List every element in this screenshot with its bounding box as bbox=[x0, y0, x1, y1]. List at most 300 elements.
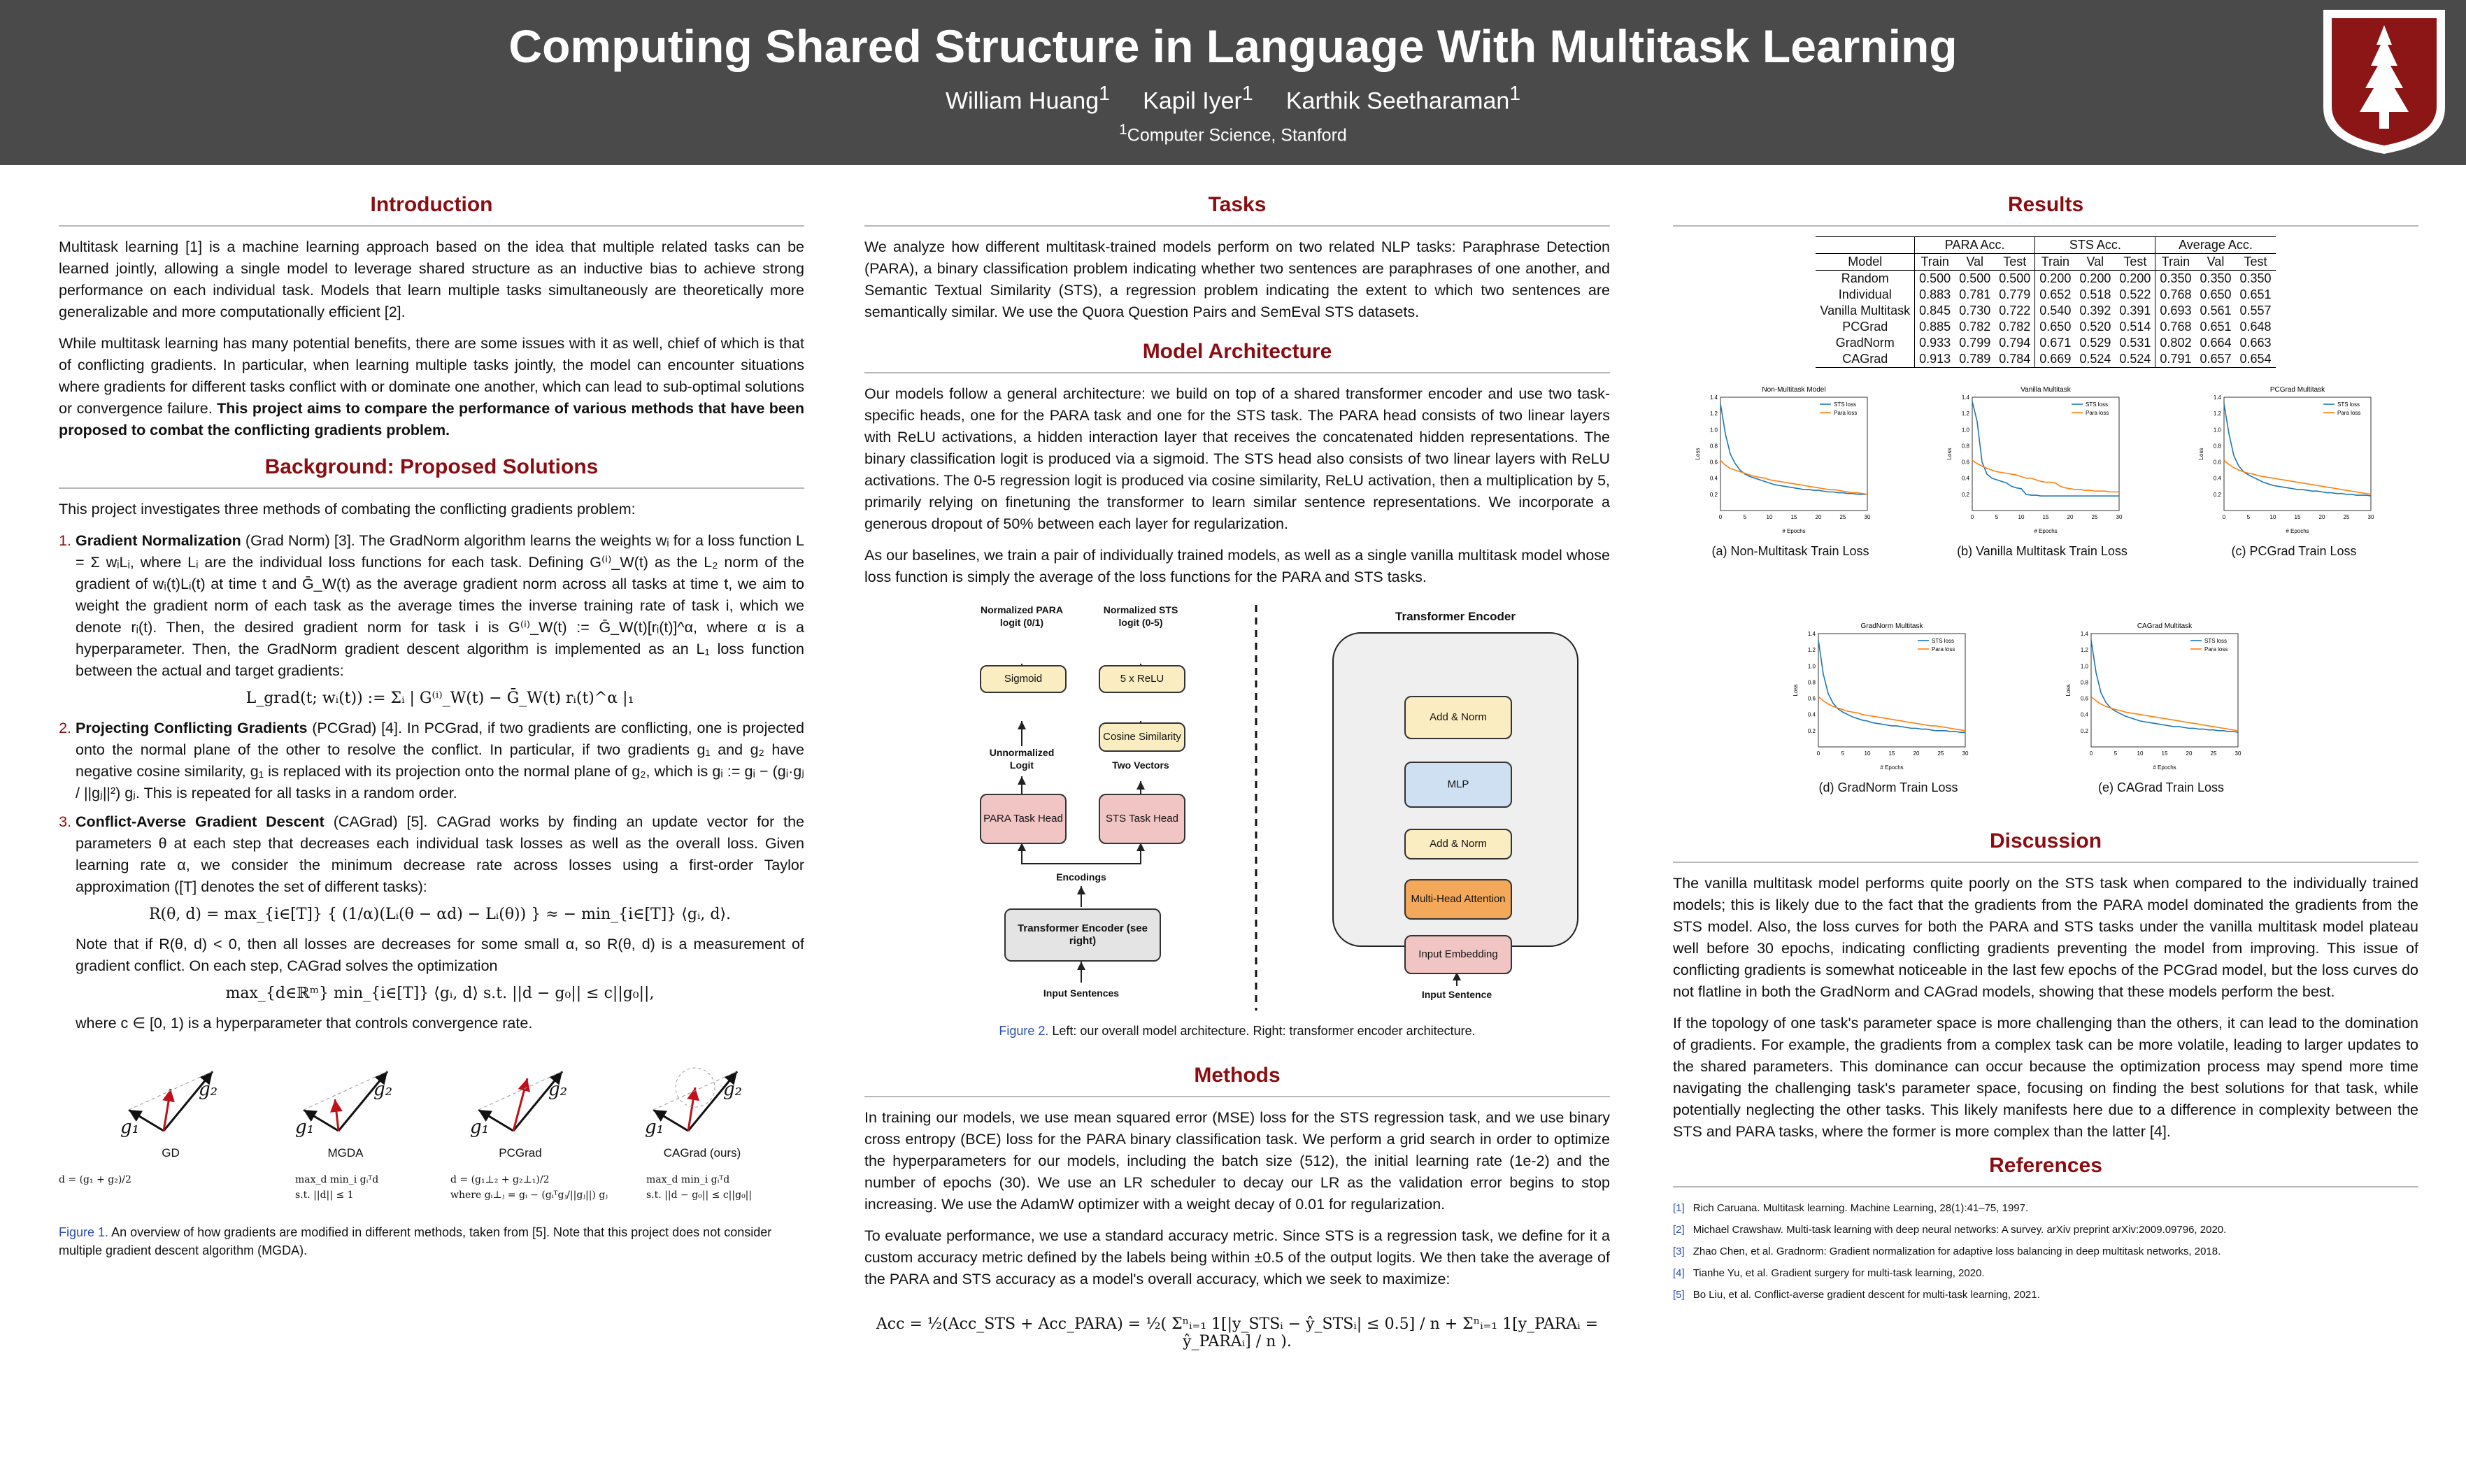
y-tick-label: 1.0 bbox=[1709, 427, 1718, 434]
table-cell: 0.557 bbox=[2239, 304, 2272, 318]
table-cell: 0.664 bbox=[2200, 336, 2232, 350]
table-header: Val bbox=[2075, 254, 2115, 271]
g2-label: g₂ bbox=[199, 1079, 218, 1100]
x-tick-label: 20 bbox=[2067, 514, 2074, 520]
legend-label: STS loss bbox=[1834, 401, 1857, 408]
x-tick-label: 0 bbox=[2089, 750, 2093, 757]
model-paragraph-2: As our baselines, we train a pair of individually trained models, as well as a single vanilla multitask model whose loss function is simply the average of the loss functions for the PARA and STS tasks. bbox=[864, 547, 1610, 585]
table-header: Train bbox=[1915, 254, 1955, 271]
table-header: Test bbox=[2236, 254, 2276, 271]
column-middle bbox=[864, 193, 1610, 1359]
legend-label: STS loss bbox=[2204, 638, 2228, 644]
y-tick-label: 0.6 bbox=[1709, 459, 1718, 466]
ref-number: [3] bbox=[1673, 1246, 1685, 1257]
table-cell-model: CAGrad bbox=[1816, 351, 1914, 368]
table-cell: 0.654 bbox=[2236, 351, 2276, 368]
table-cell: 0.200 bbox=[2079, 271, 2111, 285]
table-cell: 0.524 bbox=[2115, 351, 2155, 368]
y-tick-label: 0.8 bbox=[2213, 443, 2221, 450]
x-axis-label: # Epochs bbox=[2034, 528, 2058, 534]
x-tick-label: 0 bbox=[2222, 514, 2226, 520]
results-table bbox=[1816, 236, 2275, 368]
table-cell: 0.514 bbox=[2119, 320, 2151, 334]
legend-label: STS loss bbox=[1932, 638, 1955, 644]
x-tick-label: 25 bbox=[2343, 514, 2350, 520]
para-output-label: Normalized PARA logit (0/1) bbox=[981, 604, 1063, 628]
x-tick-label: 5 bbox=[1995, 514, 1999, 520]
author-name: Karthik Seetharaman bbox=[1285, 87, 1510, 115]
section-heading-methods: Methods bbox=[864, 1064, 1610, 1097]
table-cell-model: Individual bbox=[1838, 287, 1892, 301]
table-cell: 0.781 bbox=[1959, 287, 1991, 301]
x-tick-label: 30 bbox=[1864, 514, 1871, 520]
table-cell: 0.651 bbox=[2239, 287, 2272, 301]
x-tick-label: 15 bbox=[1790, 514, 1797, 520]
para-head-box: PARA Task Head bbox=[980, 794, 1067, 844]
reference-item bbox=[1673, 1241, 2418, 1262]
section-heading-model: Model Architecture bbox=[864, 340, 1610, 373]
figure-label: Figure 2. bbox=[999, 1024, 1049, 1038]
table-cell: 0.200 bbox=[2035, 271, 2076, 287]
equation: R(θ, d) = max_{i∈[T]} { (1/α)(Lᵢ(θ − αd) − Lᵢ(θ)) } ≈ − min_{i∈[T]} ⟨gᵢ, d⟩. bbox=[148, 906, 732, 923]
g1-label: g₁ bbox=[295, 1117, 315, 1138]
author-sup: 1 bbox=[1509, 83, 1521, 105]
intro-emphasis: This project aims to compare the performance of various methods that have been proposed to combat the conflicting gradients problem. bbox=[59, 400, 804, 438]
x-tick-label: 10 bbox=[2137, 750, 2144, 757]
x-tick-label: 20 bbox=[1913, 750, 1920, 757]
table-row bbox=[1816, 335, 2275, 351]
table-cell: 0.784 bbox=[1995, 351, 2035, 368]
affiliation bbox=[0, 122, 2466, 145]
table-cell: 0.350 bbox=[2239, 271, 2272, 285]
table-cell: 0.730 bbox=[1959, 304, 1991, 318]
table-subheader-row bbox=[1816, 254, 2275, 271]
legend-label: STS loss bbox=[2086, 401, 2109, 408]
reference-item bbox=[1673, 1197, 2418, 1219]
x-tick-label: 10 bbox=[1864, 750, 1871, 757]
table-header: Test bbox=[2115, 254, 2155, 271]
table-cell: 0.524 bbox=[2075, 351, 2115, 368]
section-heading-references: References bbox=[1673, 1154, 2418, 1187]
table-header: Val bbox=[2195, 254, 2235, 271]
loss-caption: (e) CAGrad Train Loss bbox=[2097, 780, 2225, 794]
table-cell: 0.392 bbox=[2079, 304, 2111, 318]
item-title: Conflict-Averse Gradient Descent bbox=[76, 813, 325, 830]
table-cell: 0.779 bbox=[1999, 287, 2031, 301]
x-tick-label: 5 bbox=[1743, 514, 1747, 520]
x-tick-label: 5 bbox=[1841, 750, 1845, 757]
two-vectors-label: Two Vectors bbox=[1112, 759, 1169, 771]
figure-1-caption bbox=[59, 1223, 804, 1260]
y-axis-label: Loss bbox=[2198, 448, 2204, 460]
y-tick-label: 1.0 bbox=[2213, 427, 2221, 434]
table-row bbox=[1816, 351, 2275, 368]
methods-paragraph-2: To evaluate performance, we use a standard accuracy metric. Since STS is a regression task, we define for it a custom accuracy metric defined by the labels being within ±0.5 of the output logits. We then take the average of the PARA and STS accuracy as a model's overall accuracy, which we seek to maximize: bbox=[864, 1227, 1610, 1287]
table-cell: 0.845 bbox=[1915, 303, 1955, 319]
loss-chart-vanilla bbox=[1944, 382, 2126, 536]
chart-title: CAGrad Multitask bbox=[2137, 622, 2193, 630]
ref-text: Bo Liu, et al. Conflict-averse gradient descent for multi-task learning, 2021. bbox=[1692, 1289, 2040, 1301]
legend-label: Para loss bbox=[1834, 410, 1858, 416]
sigmoid-box: Sigmoid bbox=[980, 665, 1067, 693]
panel-formula: s.t. ||d − g₀|| ≤ c||g₀|| bbox=[646, 1190, 753, 1201]
section-heading-tasks: Tasks bbox=[864, 193, 1610, 227]
intro-paragraph-1: Multitask learning [1] is a machine learning approach based on the idea that multiple related tasks can be learned jointly, allowing a single model to leverage shared structure as an inductive bias to achieve strong performance on each individual task. Models that learn multiple tasks simultaneously are theoretically more generalizable and more computationally efficient [2]. bbox=[59, 238, 804, 320]
x-tick-label: 15 bbox=[2294, 514, 2301, 520]
table-cell: 0.913 bbox=[1915, 351, 1955, 368]
y-tick-label: 0.8 bbox=[1807, 679, 1816, 686]
panel-name: GD bbox=[162, 1146, 180, 1160]
panel-formula: s.t. ||d|| ≤ 1 bbox=[295, 1190, 354, 1201]
table-cell: 0.671 bbox=[2035, 335, 2076, 351]
ref-text: Michael Crawshaw. Multi-task learning with deep neural networks: A survey. arXiv preprint arXiv:2009.09796, 2020. bbox=[1692, 1224, 2227, 1236]
reference-list bbox=[1673, 1197, 2418, 1306]
x-tick-label: 30 bbox=[2235, 750, 2242, 757]
y-tick-label: 0.4 bbox=[2213, 475, 2221, 482]
equation: L_grad(t; wᵢ(t)) := Σᵢ | G⁽ⁱ⁾_W(t) − Ḡ_W(t) rᵢ(t)^α |₁ bbox=[245, 690, 634, 707]
author-sup: 1 bbox=[1099, 83, 1110, 105]
x-axis-label: # Epochs bbox=[2286, 528, 2309, 534]
caption-text: An overview of how gradients are modified in different methods, taken from [5]. Note that this project does not consider multiple gradient descent algorithm (MGDA). bbox=[59, 1225, 772, 1257]
x-tick-label: 15 bbox=[2161, 750, 2168, 757]
table-cell: 0.794 bbox=[1999, 336, 2031, 350]
table-cell-model: Random bbox=[1841, 271, 1889, 285]
table-cell-model: Vanilla Multitask bbox=[1820, 304, 1911, 318]
panel-formula: max_d min_i gᵢᵀd bbox=[646, 1174, 730, 1185]
table-header: STS Acc. bbox=[2035, 237, 2155, 254]
x-tick-label: 0 bbox=[1718, 514, 1723, 520]
x-tick-label: 25 bbox=[1937, 750, 1944, 757]
table-cell: 0.650 bbox=[2035, 319, 2076, 335]
y-tick-label: 0.8 bbox=[2080, 679, 2088, 686]
y-tick-label: 1.2 bbox=[1807, 647, 1816, 654]
chart-title: Non-Multitask Model bbox=[1762, 386, 1826, 394]
table-cell: 0.768 bbox=[2155, 287, 2196, 303]
g1-label: g₁ bbox=[120, 1117, 140, 1138]
ref-text: Tianhe Yu, et al. Gradient surgery for multi-task learning, 2020. bbox=[1692, 1267, 1985, 1279]
table-cell: 0.693 bbox=[2155, 303, 2196, 319]
encoder-title: Transformer Encoder bbox=[1395, 610, 1516, 623]
accuracy-equation: Acc = ½(Acc_STS + Acc_PARA) = ½( Σⁿᵢ₌₁ 1[|y_STSᵢ − ŷ_STSᵢ| ≤ 0.5] / n + Σⁿᵢ₌₁ 1[y_PARAᵢ = ŷ_PARAᵢ] / n ). bbox=[876, 1315, 1599, 1350]
x-tick-label: 15 bbox=[2042, 514, 2049, 520]
reference-item bbox=[1673, 1219, 2418, 1241]
g1-label: g₁ bbox=[470, 1117, 490, 1138]
note-2: where c ∈ [0, 1) is a hyperparameter that controls convergence rate. bbox=[76, 1015, 533, 1032]
y-tick-label: 0.2 bbox=[2080, 727, 2088, 734]
x-tick-label: 10 bbox=[1766, 514, 1773, 520]
stanford-logo-icon bbox=[2323, 10, 2445, 154]
panel-formula: where gᵢ⊥ⱼ = gᵢ − (gᵢᵀgⱼ/||gⱼ||) gⱼ bbox=[450, 1190, 608, 1201]
panel-formula: d = (g₁⊥₂ + g₂⊥₁)/2 bbox=[450, 1174, 550, 1185]
author-name: Kapil Iyer bbox=[1143, 87, 1242, 115]
table-header: Test bbox=[1995, 254, 2035, 271]
table-cell: 0.529 bbox=[2079, 336, 2111, 350]
loss-caption: (b) Vanilla Multitask Train Loss bbox=[1957, 544, 2128, 558]
list-item bbox=[76, 811, 804, 1034]
y-tick-label: 0.6 bbox=[1961, 459, 1969, 466]
x-tick-label: 20 bbox=[2186, 750, 2193, 757]
table-header: PARA Acc. bbox=[1915, 237, 2035, 254]
x-tick-label: 30 bbox=[2367, 514, 2374, 520]
g2-label: g₂ bbox=[723, 1079, 743, 1100]
loss-caption: (c) PCGrad Train Loss bbox=[2231, 544, 2357, 558]
x-axis-label: # Epochs bbox=[1880, 764, 1904, 771]
table-cell: 0.669 bbox=[2035, 351, 2076, 368]
table-cell: 0.652 bbox=[2035, 287, 2076, 303]
author-name: William Huang bbox=[945, 87, 1099, 115]
table-cell: 0.500 bbox=[1999, 271, 2031, 285]
y-tick-label: 0.2 bbox=[1709, 491, 1718, 498]
y-tick-label: 1.0 bbox=[1807, 663, 1816, 670]
item-title: Projecting Conflicting Gradients bbox=[76, 720, 308, 736]
y-axis-label: Loss bbox=[2065, 684, 2072, 697]
x-tick-label: 0 bbox=[1970, 514, 1974, 520]
y-tick-label: 0.4 bbox=[2080, 711, 2088, 718]
loss-chart-non-multitask bbox=[1692, 382, 1874, 536]
figure-2-caption bbox=[864, 1022, 1610, 1040]
panel-formula: d = (g₁ + g₂)/2 bbox=[59, 1174, 131, 1185]
chart-title: Vanilla Multitask bbox=[2020, 386, 2071, 394]
section-heading-background: Background: Proposed Solutions bbox=[59, 455, 804, 489]
sts-output-label: Normalized STS logit (0-5) bbox=[1103, 604, 1178, 628]
author-sup: 1 bbox=[1241, 83, 1253, 105]
table-cell: 0.648 bbox=[2239, 320, 2272, 334]
discussion-paragraph-2: If the topology of one task's parameter space is more challenging than the others, it can lead to the domination of gradients. For example, the gradients from a complex task can be more volatile, leading to larger updates to the shared parameters. This dominance can occur because the optimization process may spend more time navigating the challenging task's parameter space, focusing on finding the best solutions for that task, while potentially neglecting the other tasks. This likely manifests here due to a difference in complexity between the STS and PARA tasks, where the former is more complex than the latter [4]. bbox=[1673, 1015, 2418, 1140]
affil-sup: 1 bbox=[1119, 122, 1127, 138]
poster-header bbox=[0, 0, 2466, 165]
y-tick-label: 1.2 bbox=[2080, 647, 2088, 654]
item-title: Gradient Normalization bbox=[76, 532, 241, 549]
input-sentences-label: Input Sentences bbox=[1043, 987, 1120, 999]
solutions-list bbox=[59, 530, 804, 1034]
g2-label: g₂ bbox=[373, 1079, 393, 1100]
y-tick-label: 1.0 bbox=[1961, 427, 1969, 434]
list-item bbox=[76, 530, 804, 709]
y-tick-label: 0.2 bbox=[1961, 491, 1969, 498]
table-cell: 0.500 bbox=[1915, 271, 1955, 287]
legend-label: Para loss bbox=[2086, 410, 2109, 416]
table-cell: 0.522 bbox=[2119, 287, 2151, 301]
x-tick-label: 10 bbox=[2269, 514, 2276, 520]
x-tick-label: 5 bbox=[2114, 750, 2118, 757]
panel-name: CAGrad (ours) bbox=[663, 1146, 741, 1160]
x-tick-label: 15 bbox=[1888, 750, 1895, 757]
y-tick-label: 0.2 bbox=[1807, 727, 1816, 734]
table-cell: 0.540 bbox=[2035, 303, 2076, 319]
table-cell: 0.657 bbox=[2195, 351, 2235, 368]
panel-formula: max_d min_i gᵢᵀd bbox=[295, 1174, 379, 1185]
y-tick-label: 0.2 bbox=[2213, 491, 2221, 498]
discussion-paragraph-1: The vanilla multitask model performs quite poorly on the STS task when compared to the individually trained models; this is likely due to the fact that the gradients from the PARA model dominated the gradients from the STS model. Also, the loss curves for both the PARA and STS tasks under the vanilla multitask model plateau well before 30 epochs, indicating conflicting gradients preventing the model from improving. This issue of conflicting gradients is somewhat noticeable in the last few epochs of the PCGrad model, but the loss curves do not flatline in both the GradNorm and CAGrad models, showing that these models perform the best. bbox=[1673, 875, 2418, 1000]
results-table-body bbox=[1816, 271, 2275, 368]
ref-number: [1] bbox=[1673, 1202, 1685, 1214]
item-text: (PCGrad) [4]. In PCGrad, if two gradients are conflicting, one is projected onto the normal plane of the other to resolve the conflict. In particular, if two gradients g₁ and g₂ have negative cosine similarity, g₁ is replaced with its projection onto the normal plane of g₂, which is gᵢ := gᵢ − (gᵢ·gⱼ / ||gⱼ||²) gⱼ. This is repeated for all tasks in a random order. bbox=[76, 720, 804, 801]
mha-box: Multi-Head Attention bbox=[1404, 879, 1512, 920]
y-tick-label: 0.8 bbox=[1961, 443, 1969, 450]
table-cell: 0.391 bbox=[2119, 304, 2151, 318]
y-tick-label: 1.2 bbox=[2213, 411, 2221, 418]
item-text: (CAGrad) [5]. CAGrad works by finding an update vector for the parameters θ at each step that decreases each individual task losses as well as the overall loss. Given learning rate α, we consider the minimum decrease rate across losses using a first-order Taylor approximation ([T] denotes the set of different tasks): bbox=[76, 813, 804, 895]
x-tick-label: 25 bbox=[2210, 750, 2217, 757]
table-cell: 0.663 bbox=[2239, 336, 2272, 350]
x-tick-label: 10 bbox=[2018, 514, 2025, 520]
loss-caption: (a) Non-Multitask Train Loss bbox=[1711, 544, 1869, 558]
ref-text: Rich Caruana. Multitask learning. Machine Learning, 28(1):41–75, 1997. bbox=[1692, 1202, 2029, 1214]
poster-title: Computing Shared Structure in Language With Multitask Learning bbox=[508, 20, 1958, 72]
legend-label: STS loss bbox=[2337, 401, 2360, 408]
reference-item bbox=[1673, 1284, 2418, 1306]
tasks-paragraph: We analyze how different multitask-trained models perform on two related NLP tasks: Paraphrase Detection (PARA), a binary classification problem indicating whether two sentences are paraphrases of one another, and Semantic Textual Similarity (STS), a regression problem indicating the extent to which two sentences are semantically similar. We use the Quora Question Pairs and SemEval STS datasets. bbox=[864, 238, 1610, 320]
table-cell: 0.531 bbox=[2119, 336, 2151, 350]
add-norm-box: Add & Norm bbox=[1404, 696, 1512, 739]
y-tick-label: 0.4 bbox=[1961, 475, 1969, 482]
methods-paragraph-1: In training our models, we use mean squared error (MSE) loss for the STS regression task, and we use binary cross entropy (BCE) loss for the PARA binary classification task. We perform a grid search in order to optimize the hyperparameters for our models, including the batch size (512), the initial learning rate (1e-2) and the number of epochs (30). We use an LR scheduler to decay our LR as the validation error begins to stop increasing. We use the AdamW optimizer with a weight decay of 0.01 for regularization. bbox=[864, 1109, 1610, 1213]
caption-text: Left: our overall model architecture. Right: transformer encoder architecture. bbox=[1052, 1024, 1476, 1038]
table-header: Train bbox=[2035, 254, 2076, 271]
legend-label: Para loss bbox=[2204, 646, 2228, 652]
y-tick-label: 1.4 bbox=[1807, 631, 1816, 637]
chart-title: PCGrad Multitask bbox=[2269, 386, 2325, 394]
loss-chart-cagrad bbox=[2063, 618, 2245, 772]
y-tick-label: 0.6 bbox=[1807, 695, 1816, 702]
y-tick-label: 1.0 bbox=[2080, 663, 2088, 670]
unnormalized-logit-label: Unnormalized Logit bbox=[989, 747, 1055, 771]
table-header: Model bbox=[1816, 254, 1914, 271]
y-tick-label: 1.4 bbox=[2213, 394, 2221, 401]
g2-label: g₂ bbox=[548, 1079, 568, 1100]
loss-chart-gradnorm bbox=[1790, 618, 1972, 772]
figure-2-architecture bbox=[864, 598, 1620, 1018]
encodings-label: Encodings bbox=[1056, 871, 1106, 883]
y-tick-label: 1.4 bbox=[2080, 631, 2088, 637]
table-cell: 0.500 bbox=[1959, 271, 1991, 285]
table-cell-model: GradNorm bbox=[1835, 336, 1895, 350]
y-axis-label: Loss bbox=[1695, 448, 1701, 460]
g1-label: g₁ bbox=[645, 1117, 664, 1138]
table-cell: 0.650 bbox=[2200, 287, 2232, 301]
y-tick-label: 0.4 bbox=[1807, 711, 1816, 718]
legend-label: Para loss bbox=[1932, 646, 1955, 652]
loss-chart-pcgrad bbox=[2196, 382, 2378, 536]
table-cell: 0.883 bbox=[1915, 287, 1955, 303]
table-cell: 0.561 bbox=[2200, 304, 2232, 318]
table-header: Val bbox=[1955, 254, 1995, 271]
y-axis-label: Loss bbox=[1793, 684, 1799, 697]
column-left bbox=[59, 193, 804, 1260]
y-tick-label: 1.4 bbox=[1961, 394, 1969, 401]
table-cell: 0.350 bbox=[2200, 271, 2232, 285]
ref-number: [2] bbox=[1673, 1224, 1685, 1236]
table-cell-model: PCGrad bbox=[1842, 320, 1888, 334]
input-embedding-box: Input Embedding bbox=[1404, 935, 1512, 974]
x-tick-label: 20 bbox=[2318, 514, 2325, 520]
table-cell: 0.782 bbox=[1959, 320, 1991, 334]
encoder-box: Transformer Encoder (see right) bbox=[1004, 908, 1161, 962]
x-tick-label: 20 bbox=[1815, 514, 1822, 520]
y-tick-label: 1.2 bbox=[1961, 411, 1969, 418]
table-cell: 0.802 bbox=[2155, 335, 2196, 351]
table-cell: 0.518 bbox=[2079, 287, 2111, 301]
mlp-box: MLP bbox=[1404, 762, 1512, 808]
x-tick-label: 30 bbox=[1962, 750, 1969, 757]
column-right bbox=[1673, 193, 2418, 1306]
table-row bbox=[1816, 271, 2275, 287]
table-cell: 0.722 bbox=[1999, 304, 2031, 318]
intro-paragraph-2 bbox=[59, 333, 804, 441]
x-axis-label: # Epochs bbox=[1782, 528, 1806, 534]
y-tick-label: 1.2 bbox=[1709, 411, 1718, 418]
background-lead: This project investigates three methods of combating the conflicting gradients problem: bbox=[59, 501, 636, 518]
panel-name: PCGrad bbox=[499, 1146, 542, 1160]
affiliation-text: Computer Science, Stanford bbox=[1127, 125, 1347, 145]
ref-text: Zhao Chen, et al. Gradnorm: Gradient normalization for adaptive loss balancing in deep multitask networks, 2018. bbox=[1692, 1246, 2221, 1257]
table-row bbox=[1816, 287, 2275, 303]
y-tick-label: 0.6 bbox=[2213, 459, 2221, 466]
relu5-box: 5 x ReLU bbox=[1099, 665, 1185, 693]
y-axis-label: Loss bbox=[1946, 448, 1953, 460]
table-cell: 0.799 bbox=[1959, 336, 1991, 350]
table-cell: 0.651 bbox=[2200, 320, 2232, 334]
table-cell: 0.885 bbox=[1915, 319, 1955, 335]
equation: max_{d∈ℝᵐ} min_{i∈[T]} ⟨gᵢ, d⟩ s.t. ||d − g₀|| ≤ c||g₀||, bbox=[225, 985, 655, 1002]
table-header: Train bbox=[2155, 254, 2196, 271]
table-row bbox=[1816, 319, 2275, 335]
ref-number: [4] bbox=[1673, 1267, 1685, 1279]
x-tick-label: 5 bbox=[2246, 514, 2251, 520]
legend-label: Para loss bbox=[2337, 410, 2361, 416]
x-tick-label: 25 bbox=[1839, 514, 1846, 520]
table-cell: 0.200 bbox=[2119, 271, 2151, 285]
section-heading-discussion: Discussion bbox=[1673, 829, 2418, 863]
author-list bbox=[0, 83, 2466, 115]
y-tick-label: 1.4 bbox=[1709, 394, 1718, 401]
y-tick-label: 0.8 bbox=[1709, 443, 1718, 450]
model-paragraph-1: Our models follow a general architecture: we build on top of a shared transformer encoder and use two task-specific heads, one for the PARA task and one for the STS task. The PARA head consists of two linear layers with ReLU activations, a hidden interaction layer that receives the concatenated hidden representations. The binary classification logit is produced via a sigmoid. The STS head also consists of two linear layers with ReLU activations. The 0-5 regression logit is produced via cosine similarity, ReLU activation, then a multiplication by 5, primarily relying on finetuning the transformer to learn similar sentence representations. We incorporate a generous dropout of 50% between each layer for regularization. bbox=[864, 385, 1610, 532]
note-1: Note that if R(θ, d) < 0, then all losses are decreases for some small α, so R(θ, d) is a measurement of gradient conflict. On each step, CAGrad solves the optimization bbox=[76, 936, 804, 974]
ref-number: [5] bbox=[1673, 1289, 1685, 1301]
intro-text: While multitask learning has many potential benefits, there are some issues with it as well, chief of which is that of conflicting gradients. In particular, when learning multiple tasks jointly, the model can encounter situations where gradients for different tasks conflict with or dominate one another, which can lead to sub-optimal solutions or convergence failure. bbox=[59, 335, 804, 417]
y-tick-label: 0.6 bbox=[2080, 695, 2088, 702]
table-cell bbox=[1816, 237, 1914, 254]
table-cell: 0.789 bbox=[1955, 351, 1995, 368]
figure-label: Figure 1. bbox=[59, 1225, 109, 1239]
x-tick-label: 30 bbox=[2116, 514, 2123, 520]
x-axis-label: # Epochs bbox=[2153, 764, 2176, 771]
section-heading-results: Results bbox=[1673, 193, 2418, 227]
panel-name: MGDA bbox=[327, 1146, 364, 1160]
table-header: Average Acc. bbox=[2155, 237, 2276, 254]
list-item bbox=[76, 718, 804, 804]
loss-figures bbox=[1673, 368, 2418, 871]
cosine-box: Cosine Similarity bbox=[1099, 722, 1185, 752]
chart-title: GradNorm Multitask bbox=[1860, 622, 1923, 630]
table-cell: 0.520 bbox=[2079, 320, 2111, 334]
x-tick-label: 0 bbox=[1816, 750, 1820, 757]
table-row bbox=[1816, 303, 2275, 319]
table-cell: 0.350 bbox=[2155, 271, 2196, 287]
section-heading-introduction: Introduction bbox=[59, 193, 804, 227]
item-text: (Grad Norm) [3]. The GradNorm algorithm learns the weights wᵢ for a loss function L = Σ wᵢLᵢ, where Lᵢ are the individual loss functions for each task. Defining G⁽ⁱ⁾_W(t) as the L₂ norm of the gradient of wᵢ(t)Lᵢ(t) at time t and Ḡ_W(t) as the average gradient norm across all tasks at time t, we aim to weight the gradient norm of each task as the average times the inverse training rate of task i, which we denote rᵢ(t). Then, the desired gradient norm for task i is G⁽ⁱ⁾_W(t) := Ḡ_W(t)[rᵢ(t)]^α, where α is a hyperparameter. Then, the GradNorm gradient descent algorithm is implemented as an L₁ loss function between the actual and target gradients: bbox=[76, 532, 804, 679]
table-cell: 0.791 bbox=[2155, 351, 2196, 368]
table-cell: 0.768 bbox=[2155, 319, 2196, 335]
x-tick-label: 25 bbox=[2091, 514, 2098, 520]
figure-1 bbox=[59, 1041, 804, 1223]
sts-head-box: STS Task Head bbox=[1099, 794, 1185, 844]
table-cell: 0.933 bbox=[1915, 335, 1955, 351]
table-cell: 0.782 bbox=[1999, 320, 2031, 334]
input-sentence-label: Input Sentence bbox=[1421, 989, 1492, 1000]
add-norm-box: Add & Norm bbox=[1404, 829, 1512, 859]
